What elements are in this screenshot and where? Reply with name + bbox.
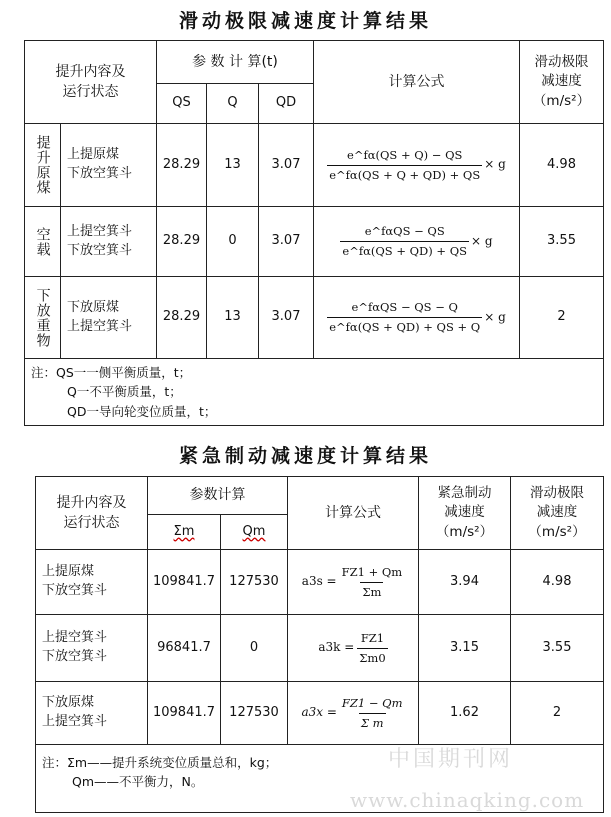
row-slide: 2: [511, 682, 604, 745]
row-qm: 127530: [221, 550, 288, 615]
row-slide: 4.98: [511, 550, 604, 615]
row-result: 3.55: [520, 207, 604, 277]
row-emergency: 1.62: [419, 682, 511, 745]
formula-denominator: e^fα(QS + Q + QD) + QS: [327, 165, 482, 184]
note-line: 注：QS一一侧平衡质量，t；: [31, 365, 192, 380]
formula-numerator: e^fαQS − QS − Q: [351, 300, 458, 315]
row-formula: [288, 615, 419, 682]
t1-header-result: 滑动极限 减速度 （m/s²）: [520, 41, 604, 124]
t2-header-slide: 滑动极限 减速度 （m/s²）: [511, 477, 604, 550]
t2-header-sum-m: Σm: [148, 515, 221, 550]
row-sum-m: 109841.7: [148, 682, 221, 745]
table-row: [25, 277, 604, 359]
row-state: 下放原煤 上提空箕斗: [36, 682, 148, 745]
row-q: 13: [207, 277, 259, 359]
row-group: 下放重物: [25, 277, 61, 359]
t1-header-formula: 计算公式: [314, 41, 520, 124]
t2-header-qm: Qm: [221, 515, 288, 550]
row-qd: 3.07: [259, 124, 314, 207]
formula-denominator: e^fα(QS + QD) + QS + Q: [327, 317, 482, 336]
row-qs: 28.29: [157, 124, 207, 207]
row-formula: [288, 682, 419, 745]
row-state: 上提原煤 下放空箕斗: [36, 550, 148, 615]
row-formula: [288, 550, 419, 615]
t1-header-q: Q: [207, 84, 259, 124]
row-qd: 3.07: [259, 277, 314, 359]
watermark-url: www.chinaqking.com: [350, 788, 585, 812]
row-qs: 28.29: [157, 277, 207, 359]
row-sum-m: 109841.7: [148, 550, 221, 615]
table-row: [36, 615, 604, 682]
slide-decel-table: [24, 40, 604, 426]
row-q: 13: [207, 124, 259, 207]
table-row: [36, 682, 604, 745]
note-line: Q一不平衡质量，t；: [67, 384, 182, 400]
formula-lhs: a3k =: [318, 640, 355, 655]
formula-lhs: a3x =: [301, 705, 337, 720]
t2-header-formula: 计算公式: [288, 477, 419, 550]
row-group: 空载: [25, 207, 61, 277]
formula-numerator: e^fα(QS + Q) − QS: [347, 147, 463, 162]
table2-title: 紧急制动减速度计算结果: [178, 445, 432, 467]
formula-denominator: Σm0: [357, 648, 387, 667]
times-g: × g: [484, 309, 506, 324]
watermark-cn: 中国期刊网: [388, 747, 514, 772]
t1-header-qd: QD: [259, 84, 314, 124]
row-qm: 0: [221, 615, 288, 682]
row-state: 上提空箕斗 下放空箕斗: [61, 207, 157, 277]
t1-header-qs: QS: [157, 84, 207, 124]
row-slide: 3.55: [511, 615, 604, 682]
row-result: 4.98: [520, 124, 604, 207]
t2-header-content-state: 提升内容及 运行状态: [36, 477, 148, 550]
row-state: 上提空箕斗 下放空箕斗: [36, 615, 148, 682]
row-result: 2: [520, 277, 604, 359]
table-row: [36, 550, 604, 615]
table-row: [25, 124, 604, 207]
table-row: [25, 207, 604, 277]
formula-numerator: FZ1: [360, 630, 385, 645]
row-qd: 3.07: [259, 207, 314, 277]
row-formula: [314, 207, 520, 277]
formula-numerator: e^fαQS − QS: [364, 224, 445, 239]
row-group: 提升原煤: [25, 124, 61, 207]
formula-denominator: e^fα(QS + QD) + QS: [340, 241, 469, 260]
note-line: 注：Σm——提升系统变位质量总和，kg；: [42, 755, 278, 770]
formula-numerator: FZ1 − Qm: [341, 695, 403, 710]
row-formula: [314, 124, 520, 207]
formula-denominator: Σm: [360, 582, 383, 601]
formula-numerator: FZ1 + Qm: [341, 564, 403, 579]
t2-header-params: 参数计算: [148, 477, 288, 515]
formula-denominator: Σ m: [359, 713, 386, 732]
t1-header-content-state: 提升内容及 运行状态: [25, 41, 157, 124]
times-g: × g: [484, 157, 506, 172]
row-q: 0: [207, 207, 259, 277]
note-line: Qm——不平衡力，N。: [72, 774, 204, 790]
formula-lhs: a3s =: [301, 574, 337, 589]
emergency-decel-table: [35, 476, 604, 813]
t1-notes: [25, 359, 604, 426]
row-sum-m: 96841.7: [148, 615, 221, 682]
times-g: × g: [471, 233, 493, 248]
row-qm: 127530: [221, 682, 288, 745]
note-line: QD一导向轮变位质量，t；: [67, 403, 217, 419]
t1-header-params: 参 数 计 算(t): [157, 41, 314, 84]
row-emergency: 3.94: [419, 550, 511, 615]
row-qs: 28.29: [157, 207, 207, 277]
row-formula: [314, 277, 520, 359]
row-state: 上提原煤 下放空箕斗: [61, 124, 157, 207]
row-emergency: 3.15: [419, 615, 511, 682]
row-state: 下放原煤 上提空箕斗: [61, 277, 157, 359]
table1-title: 滑动极限减速度计算结果: [178, 10, 432, 32]
t2-header-emergency: 紧急制动 减速度 （m/s²）: [419, 477, 511, 550]
